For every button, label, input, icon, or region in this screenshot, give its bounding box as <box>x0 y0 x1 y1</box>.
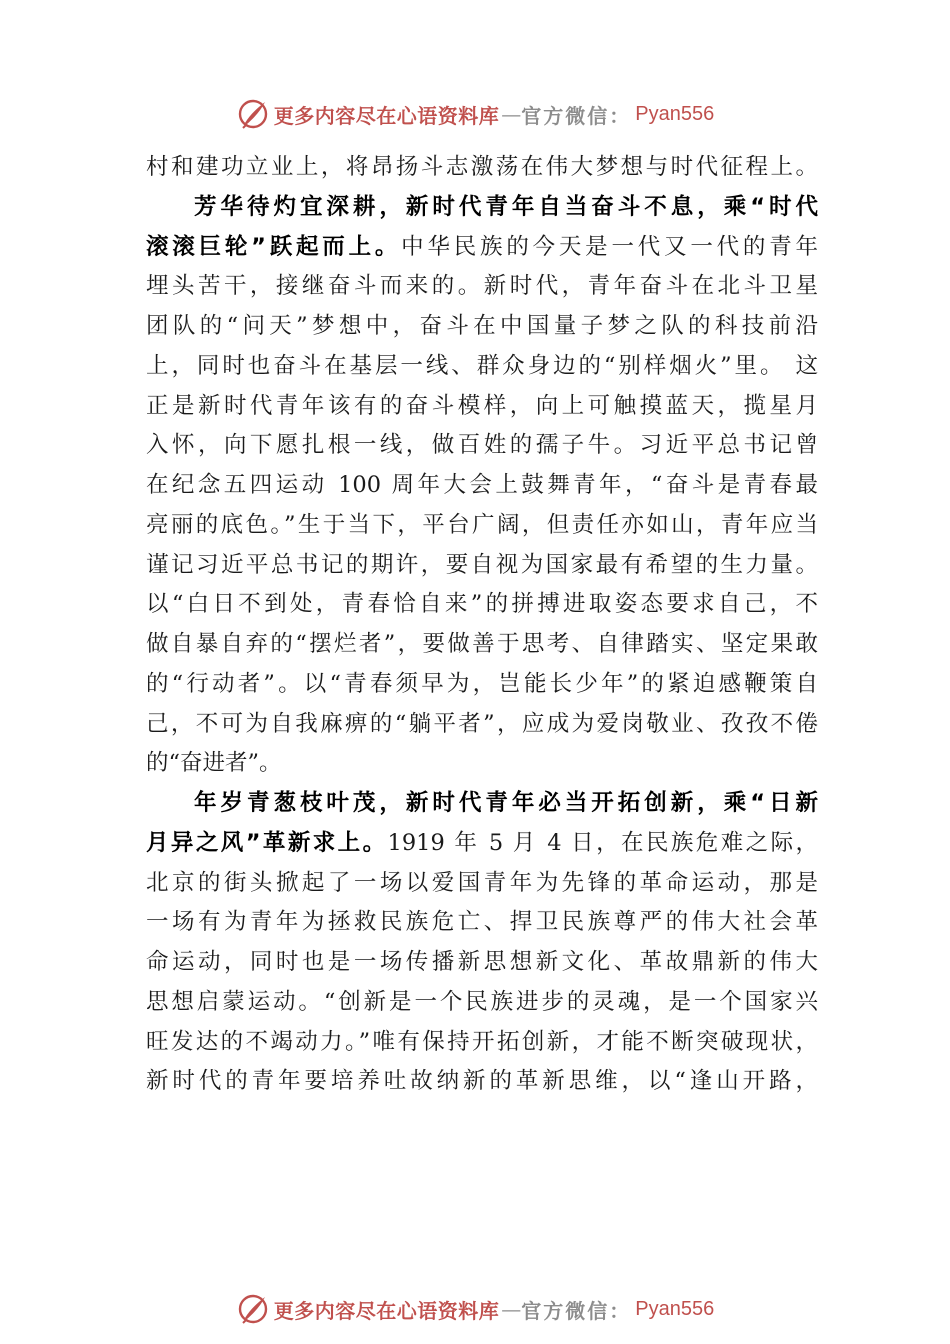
text-line: 命运动，同时也是一场传播新思想新文化、革故鼎新的伟大 <box>146 949 818 975</box>
text-line: 月异之风”革新求上。1919 年 5 月 4 日，在民族危难之际， <box>146 829 818 856</box>
header-wechat-label: 官方微信： <box>521 103 632 128</box>
text-line <box>146 784 818 824</box>
text-line: 做自暴自弃的“摆烂者”，要做善于思考、自律踏实、坚定果敢 <box>146 631 818 657</box>
footer-site-text: 更多内容尽在心语资料库 <box>273 1298 500 1323</box>
text-line: 一场有为青年为拯救民族危亡、捍卫民族尊严的伟大社会革 <box>146 909 818 936</box>
quill-logo-icon <box>236 1292 270 1326</box>
paragraph-heading: 月异之风”革新求上。 <box>146 829 388 856</box>
text-line <box>146 188 818 228</box>
text-line: 旺发达的不竭动力。”唯有保持开拓创新，才能不断突破现状， <box>146 1028 818 1055</box>
footer-wechat-label: 官方微信： <box>521 1298 632 1323</box>
text-line: 亮丽的底色。”生于当下，平台广阔，但责任亦如山，青年应当 <box>146 511 818 538</box>
text-line: 思想启蒙运动。“创新是一个民族进步的灵魂，是一个国家兴 <box>146 988 818 1015</box>
header-banner <box>0 94 950 134</box>
header-site-text: 更多内容尽在心语资料库 <box>273 103 500 128</box>
paragraph-heading: 年岁青葱枝叶茂，新时代青年必当开拓创新，乘“日新 <box>194 790 818 816</box>
text-line: 埋头苦干，接继奋斗而来的。新时代，青年奋斗在北斗卫星 <box>146 273 818 300</box>
text-line: 团队的“问天”梦想中，奋斗在中国量子梦之队的科技前沿 <box>146 313 818 339</box>
paragraph-heading: 芳华待灼宜深耕，新时代青年自当奋斗不息，乘“时代 <box>194 193 818 220</box>
footer-separator: — <box>501 1297 522 1321</box>
footer-banner <box>0 1289 950 1329</box>
text-line: 以“白日不到处，青春恰自来”的拼搏进取姿态要求自己，不 <box>146 591 818 618</box>
footer-wechat-id: Pyan556 <box>635 1297 715 1320</box>
text-line: 上，同时也奋斗在基层一线、群众身边的“别样烟火”里。 这 <box>146 352 818 379</box>
text-line: 在纪念五四运动 100 周年大会上鼓舞青年，“奋斗是青春最 <box>146 472 818 498</box>
paragraph-heading: 滚滚巨轮”跃起而上。 <box>146 233 402 260</box>
header-wechat-id: Pyan556 <box>635 102 715 125</box>
header-separator: — <box>501 102 522 126</box>
text-line: 的“奋进者”。 <box>146 750 282 777</box>
text-line: 新时代的青年要培养吐故纳新的革新思维，以“逢山开路， <box>146 1068 818 1095</box>
text-line: 入怀，向下愿扎根一线，做百姓的孺子牛。习近平总书记曾 <box>146 432 818 459</box>
text-line: 北京的街头掀起了一场以爱国青年为先锋的革命运动，那是 <box>146 869 818 896</box>
text-line: 己，不可为自我麻痹的“躺平者”，应成为爱岗敬业、孜孜不倦 <box>146 710 818 737</box>
quill-logo-icon <box>236 97 270 131</box>
text-line: 的“行动者”。以“青春须早为，岂能长少年”的紧迫感鞭策自 <box>146 670 818 697</box>
document-body <box>146 148 818 1102</box>
text-line: 正是新时代青年该有的奋斗模样，向上可触摸蓝天，揽星月 <box>146 392 818 419</box>
text-line: 谨记习近平总书记的期许，要自视为国家最有希望的生力量。 <box>146 551 818 578</box>
text-line: 村和建功立业上，将昂扬斗志激荡在伟大梦想与时代征程上。 <box>146 154 818 180</box>
text-line: 滚滚巨轮”跃起而上。中华民族的今天是一代又一代的青年 <box>146 233 818 260</box>
